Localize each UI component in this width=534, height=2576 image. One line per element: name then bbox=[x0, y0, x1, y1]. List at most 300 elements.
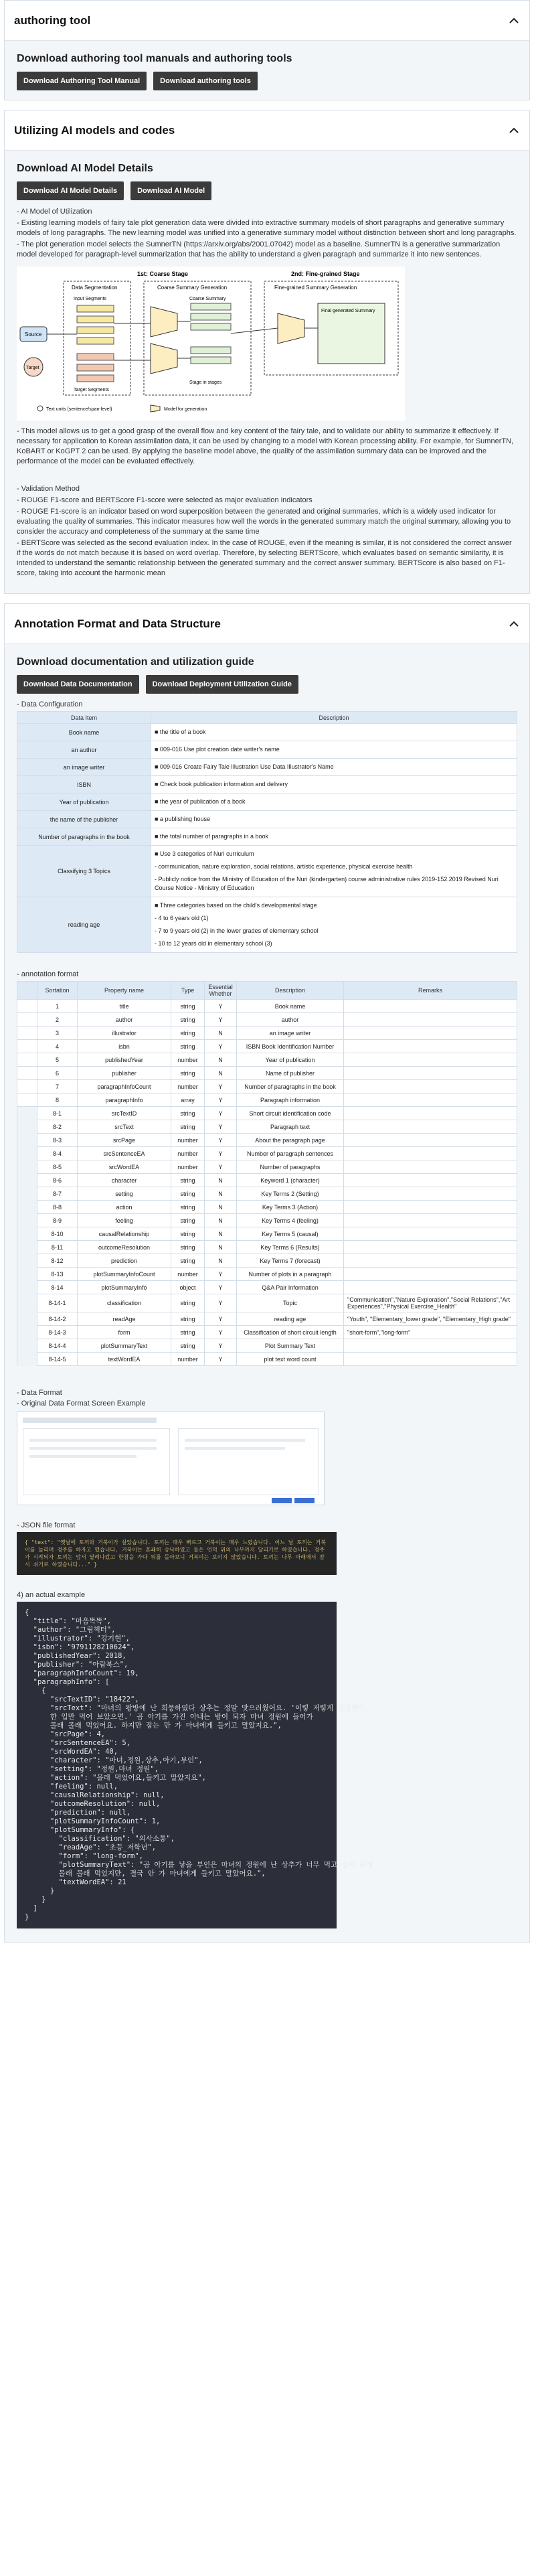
indent-cell bbox=[17, 1227, 37, 1241]
property-name-cell: paragraphInfo bbox=[78, 1093, 171, 1107]
paragraph: - The plot generation model selects the SumnerTN (https://arxiv.org/abs/2001.07042) model as a baseline. SumnerTN is a generative summarization model developed for paragraph-level summarization that has the ability to understand a given paragraph and summarize it into new sentences. bbox=[17, 240, 501, 258]
indent-cell bbox=[17, 1241, 37, 1254]
sortation-cell: 3 bbox=[37, 1027, 78, 1040]
table-row bbox=[17, 1093, 517, 1107]
sortation-cell: 5 bbox=[37, 1053, 78, 1067]
property-name-cell: srcWordEA bbox=[78, 1160, 171, 1174]
property-name-cell: publishedYear bbox=[78, 1053, 171, 1067]
column-header: Description bbox=[237, 982, 344, 1000]
property-name-cell: setting bbox=[78, 1187, 171, 1201]
sortation-cell: 2 bbox=[37, 1013, 78, 1027]
stage1-label: 1st: Coarse Stage bbox=[137, 271, 189, 277]
source-label: Source bbox=[25, 331, 42, 337]
indent-cell bbox=[17, 1353, 37, 1366]
column-header: Type bbox=[171, 982, 205, 1000]
sortation-cell: 8-2 bbox=[37, 1120, 78, 1134]
data-item-cell: reading age bbox=[17, 897, 151, 953]
sortation-cell: 8-12 bbox=[37, 1254, 78, 1268]
data-seg-label: Data Segmentation bbox=[72, 285, 118, 291]
type-cell: string bbox=[171, 1187, 205, 1201]
essential-cell: Y bbox=[205, 1160, 237, 1174]
data-format-label: - Data Format bbox=[17, 1389, 62, 1397]
table-row bbox=[17, 1254, 517, 1268]
table-row bbox=[17, 1000, 517, 1013]
sortation-cell: 8-5 bbox=[37, 1160, 78, 1174]
chevron-up-icon[interactable] bbox=[508, 15, 520, 27]
type-cell: number bbox=[171, 1268, 205, 1281]
remarks-cell bbox=[344, 1120, 517, 1134]
table-row bbox=[17, 759, 517, 776]
type-cell: number bbox=[171, 1080, 205, 1093]
paragraph: - Existing learning models of fairy tale plot generation data were divided into extractive summary models of short paragraphs and generative summary models of long paragraphs. The new learning model was unified into a generative summary model without distinction between short and long paragraphs. bbox=[17, 219, 517, 237]
description-line: ■ 009-016 Use plot creation date writer's name bbox=[155, 746, 280, 753]
sortation-cell: 8-11 bbox=[37, 1241, 78, 1254]
property-name-cell: plotSummaryInfoCount bbox=[78, 1268, 171, 1281]
description-cell bbox=[151, 776, 517, 793]
data-item-cell: Year of publication bbox=[17, 793, 151, 811]
actual-example-label: 4) an actual example bbox=[17, 1591, 86, 1599]
property-name-cell: prediction bbox=[78, 1254, 171, 1268]
table-row bbox=[17, 1214, 517, 1227]
section-heading: Download documentation and utilization guide bbox=[17, 656, 254, 668]
table-row bbox=[17, 724, 517, 741]
indent-cell bbox=[17, 1294, 37, 1312]
description-line: ■ 009-016 Create Fairy Tale Illustration Use Data Illustrator's Name bbox=[155, 763, 334, 770]
table-row bbox=[17, 828, 517, 846]
remarks-cell bbox=[344, 1201, 517, 1214]
remarks-cell bbox=[344, 1147, 517, 1160]
annotation-panel bbox=[4, 603, 530, 1943]
description-cell bbox=[151, 724, 517, 741]
coarse-summary-label: Coarse Summary bbox=[189, 297, 226, 301]
table-row bbox=[17, 811, 517, 828]
table-row bbox=[17, 846, 517, 897]
sortation-cell: 1 bbox=[37, 1000, 78, 1013]
sortation-cell: 8-14 bbox=[37, 1281, 78, 1294]
data-item-cell: an image writer bbox=[17, 759, 151, 776]
description-cell: Year of publication bbox=[237, 1053, 344, 1067]
table-row bbox=[17, 1134, 517, 1147]
type-cell: string bbox=[171, 1120, 205, 1134]
table-row bbox=[17, 1080, 517, 1093]
essential-cell: Y bbox=[205, 1107, 237, 1120]
description-line: - 7 to 9 years old (2) in the lower grades of elementary school bbox=[155, 927, 319, 934]
essential-cell: Y bbox=[205, 1312, 237, 1326]
description-cell: Paragraph text bbox=[237, 1120, 344, 1134]
essential-cell: Y bbox=[205, 1353, 237, 1366]
property-name-cell: character bbox=[78, 1174, 171, 1187]
type-cell: string bbox=[171, 1312, 205, 1326]
description-cell: an image writer bbox=[237, 1027, 344, 1040]
description-line: ■ a publishing house bbox=[155, 816, 210, 822]
paragraph: - Validation Method bbox=[17, 485, 80, 493]
essential-cell: Y bbox=[205, 1013, 237, 1027]
paragraph: - This model allows us to get a good grasp of the overall flow and key content of the fairy tale, and to validate our ability to summarize it effectively. If necessary for application to Korean assimilation data, it can be used by changing to a model with Korean processing ability. For example, for SumnerTN, KoBART or KoGPT 2 can be used. By applying the baseline model above, the quality of the assimilation summary data can be improved and the performance of the model can be evaluated effectively. bbox=[17, 427, 514, 465]
property-name-cell: causalRelationship bbox=[78, 1227, 171, 1241]
property-name-cell: publisher bbox=[78, 1067, 171, 1080]
remarks-cell bbox=[344, 1067, 517, 1080]
model-architecture-diagram bbox=[17, 267, 405, 421]
table-row bbox=[17, 1326, 517, 1339]
table-row bbox=[17, 1201, 517, 1214]
essential-cell: N bbox=[205, 1174, 237, 1187]
description-cell: Number of paragraphs in the book bbox=[237, 1080, 344, 1093]
stage2-label: 2nd: Fine-grained Stage bbox=[291, 271, 360, 277]
sortation-cell: 8 bbox=[37, 1093, 78, 1107]
type-cell: number bbox=[171, 1134, 205, 1147]
property-name-cell: srcText bbox=[78, 1120, 171, 1134]
sortation-cell: 4 bbox=[37, 1040, 78, 1053]
sortation-cell: 7 bbox=[37, 1080, 78, 1093]
ai-models-header[interactable] bbox=[5, 110, 529, 151]
remarks-cell bbox=[344, 1107, 517, 1120]
indent-cell bbox=[17, 1040, 37, 1053]
json-format-example: { "text": "옛날에 토끼와 거북이가 살았습니다. 토끼는 매우 빠르고 거북이는 매우 느렸습니다. 어느 날 토끼는 거북이를 놀리며 경주를 하자고 했습니다. 거북이는 흔쾌히 승낙하였고 둘은 언덕 위의 나무까지 달리기로 하였습니다. 경주가 시작되자 토끼는 앞서 달려나갔고 한참을 가다 뒤를 돌아보니 거북이는 보이지 않았습니다. 토끼는 나무 아래에서 잠시 쉬기로 하였습니다..." } bbox=[17, 1532, 337, 1575]
description-cell bbox=[151, 793, 517, 811]
description-cell: author bbox=[237, 1013, 344, 1027]
remarks-cell bbox=[344, 1268, 517, 1281]
remarks-cell: "Youth", "Elementary_lower grade", "Elementary_High grade" bbox=[344, 1312, 517, 1326]
remarks-cell bbox=[344, 1000, 517, 1013]
description-cell: Keyword 1 (character) bbox=[237, 1174, 344, 1187]
table-row bbox=[17, 776, 517, 793]
table-row bbox=[17, 1339, 517, 1353]
property-name-cell: illustrator bbox=[78, 1027, 171, 1040]
sortation-cell: 8-14-1 bbox=[37, 1294, 78, 1312]
property-name-cell: isbn bbox=[78, 1040, 171, 1053]
property-name-cell: form bbox=[78, 1326, 171, 1339]
type-cell: string bbox=[171, 1294, 205, 1312]
type-cell: string bbox=[171, 1227, 205, 1241]
indent-cell bbox=[17, 1160, 37, 1174]
indent-cell bbox=[17, 1000, 37, 1013]
paragraph: - ROUGE F1-score is an indicator based on word superposition between the generated and original summaries, which is a widely used indicator for evaluating the quality of summaries. This indicator measures how well the words in the generated summary match the original summary, allowing you to consider the accuracy and completeness of the summary at the same time bbox=[17, 508, 511, 536]
remarks-cell bbox=[344, 1187, 517, 1201]
property-name-cell: srcTextID bbox=[78, 1107, 171, 1120]
description-cell bbox=[151, 741, 517, 759]
download-tools-button[interactable]: Download authoring tools bbox=[153, 72, 258, 90]
sortation-cell: 8-7 bbox=[37, 1187, 78, 1201]
indent-cell bbox=[17, 1201, 37, 1214]
legend-model: Model for generation bbox=[164, 407, 207, 412]
type-cell: string bbox=[171, 1201, 205, 1214]
paragraph: - AI Model of Utilization bbox=[17, 208, 92, 216]
column-header: Property name bbox=[78, 982, 171, 1000]
essential-cell: N bbox=[205, 1067, 237, 1080]
property-name-cell: outcomeResolution bbox=[78, 1241, 171, 1254]
coarse-gen-label: Coarse Summary Generation bbox=[157, 285, 228, 291]
table-row bbox=[17, 1268, 517, 1281]
description-cell: Key Terms 5 (causal) bbox=[237, 1227, 344, 1241]
indent-cell bbox=[17, 1107, 37, 1120]
essential-cell: Y bbox=[205, 1040, 237, 1053]
type-cell: string bbox=[171, 1174, 205, 1187]
type-cell: string bbox=[171, 1013, 205, 1027]
indent-cell bbox=[17, 1134, 37, 1147]
description-line: ■ the year of publication of a book bbox=[155, 798, 246, 805]
essential-cell: Y bbox=[205, 1120, 237, 1134]
essential-cell: N bbox=[205, 1027, 237, 1040]
essential-cell: Y bbox=[205, 1080, 237, 1093]
type-cell: object bbox=[171, 1281, 205, 1294]
description-line: ■ the total number of paragraphs in a book bbox=[155, 833, 269, 840]
section-title: Annotation Format and Data Structure bbox=[14, 617, 221, 630]
property-name-cell: classification bbox=[78, 1294, 171, 1312]
description-cell: Key Terms 6 (Results) bbox=[237, 1241, 344, 1254]
type-cell: string bbox=[171, 1326, 205, 1339]
type-cell: string bbox=[171, 1000, 205, 1013]
type-cell: string bbox=[171, 1107, 205, 1120]
actual-example-code: { "title": "마음똑똑", "author": "그림책터", "illustrator": "강기현", "isbn": "9791128210624", "publishedYear": 2018, "publisher": "아람북스", "paragraphInfoCount": 19, "paragraphInfo": [ { "srcTextID": "18422", "srcText": "마녀의 왕방에 난 희뭉하였다 상추는 정말 맛으러웠어요. '이렇 저렇게 싱싱할까, 한 입만 먹어 보았으면.' 곰 아기를 가진 아내는 밤이 되자 마녀 정원에 들어가 몰래 몰래 먹었어요. 하지만 잠는 만 가 마녀에게 들키고 말았지요.", "srcPage": 4, "srcSentenceEA": 5, "srcWordEA": 40, "character": "마녀,정원,상추,아기,부인", "setting": "정원,마녀 정원", "action": "몰래 먹었어요,들키고 말았지요", "feeling": null, "causalRelationship": null, "outcomeResolution": null, "prediction": null, "plotSummaryInfoCount": 1, "plotSummaryInfo": { "classification": "의사소통", "readAge": "초등_저학년", "form": "long-form", "plotSummaryText": "곰 아기를 낳을 부인은 마녀의 정원에 난 상추가 너무 먹고 싶어 몰래 몰래 몰래 먹었지만, 결국 안 가 마녀에게 들키고 말았어요.", "textWordEA": 21 } } ] } bbox=[17, 1602, 337, 1928]
authoring-tool-panel bbox=[4, 0, 530, 100]
description-line: ■ Use 3 categories of Nuri curriculum bbox=[155, 850, 254, 857]
type-cell: string bbox=[171, 1254, 205, 1268]
remarks-cell bbox=[344, 1214, 517, 1227]
essential-cell: N bbox=[205, 1201, 237, 1214]
remarks-cell bbox=[344, 1093, 517, 1107]
essential-cell: Y bbox=[205, 1294, 237, 1312]
remarks-cell bbox=[344, 1160, 517, 1174]
authoring-tool-header[interactable] bbox=[5, 1, 529, 41]
description-cell: Key Terms 2 (Setting) bbox=[237, 1187, 344, 1201]
type-cell: string bbox=[171, 1214, 205, 1227]
annotation-header[interactable] bbox=[5, 604, 529, 644]
data-config-table bbox=[17, 711, 517, 953]
section-heading: Download authoring tool manuals and authoring tools bbox=[17, 53, 292, 64]
table-row bbox=[17, 1053, 517, 1067]
table-row bbox=[17, 1160, 517, 1174]
property-name-cell: title bbox=[78, 1000, 171, 1013]
download-guide-button[interactable]: Download Deployment Utilization Guide bbox=[146, 675, 298, 694]
remarks-cell: "Communication","Nature Exploration","Social Relations","Art Experiences","Physical Exercise_Health" bbox=[344, 1294, 517, 1312]
remarks-cell: "short-form","long-form" bbox=[344, 1326, 517, 1339]
stage-n-label: Stage in stages bbox=[189, 380, 222, 385]
description-cell bbox=[151, 846, 517, 897]
indent-cell bbox=[17, 1013, 37, 1027]
description-cell: Book name bbox=[237, 1000, 344, 1013]
sortation-cell: 8-14-5 bbox=[37, 1353, 78, 1366]
target-seg-label: Target Segments bbox=[74, 388, 109, 392]
remarks-cell bbox=[344, 1241, 517, 1254]
type-cell: number bbox=[171, 1160, 205, 1174]
type-cell: string bbox=[171, 1040, 205, 1053]
description-line: ■ Three categories based on the child's developmental stage bbox=[155, 902, 317, 909]
sortation-cell: 8-3 bbox=[37, 1134, 78, 1147]
sortation-cell: 8-14-4 bbox=[37, 1339, 78, 1353]
table-row bbox=[17, 793, 517, 811]
description-line: - communication, nature exploration, social relations, artistic experience, physical exercise health bbox=[155, 863, 413, 870]
table-row bbox=[17, 1147, 517, 1160]
indent-cell bbox=[17, 1120, 37, 1134]
column-header: Remarks bbox=[344, 982, 517, 1000]
property-name-cell: srcSentenceEA bbox=[78, 1147, 171, 1160]
final-summary-label: Final generated Summary bbox=[321, 309, 375, 313]
download-documentation-button[interactable]: Download Data Documentation bbox=[17, 675, 139, 694]
indent-cell bbox=[17, 1281, 37, 1294]
description-cell bbox=[151, 897, 517, 953]
description-cell: Plot Summary Text bbox=[237, 1339, 344, 1353]
essential-cell: Y bbox=[205, 1134, 237, 1147]
indent-cell bbox=[17, 1326, 37, 1339]
sortation-cell: 8-6 bbox=[37, 1174, 78, 1187]
table-row bbox=[17, 1227, 517, 1241]
table-row bbox=[17, 1187, 517, 1201]
legend-text-units: Text units (sentence/span-level) bbox=[46, 407, 112, 412]
data-item-cell: Classifying 3 Topics bbox=[17, 846, 151, 897]
original-format-label: - Original Data Format Screen Example bbox=[17, 1399, 146, 1408]
description-line: ■ Check book publication information and delivery bbox=[155, 781, 288, 787]
essential-cell: N bbox=[205, 1214, 237, 1227]
essential-cell: N bbox=[205, 1227, 237, 1241]
essential-cell: Y bbox=[205, 1339, 237, 1353]
description-cell: Name of publisher bbox=[237, 1067, 344, 1080]
sortation-cell: 8-8 bbox=[37, 1201, 78, 1214]
type-cell: number bbox=[171, 1053, 205, 1067]
json-format-label: - JSON file format bbox=[17, 1521, 76, 1529]
table-row bbox=[17, 1294, 517, 1312]
download-model-details-button[interactable]: Download AI Model Details bbox=[17, 181, 124, 200]
property-name-cell: plotSummaryInfo bbox=[78, 1281, 171, 1294]
description-cell: Q&A Pair Information bbox=[237, 1281, 344, 1294]
table-row bbox=[17, 1107, 517, 1120]
description-cell: Classification of short circuit length bbox=[237, 1326, 344, 1339]
table-row bbox=[17, 1067, 517, 1080]
paragraph: - BERTScore was selected as the second evaluation index. In the case of ROUGE, even if the meaning is similar, it is not considered the correct answer if the words do not match because it is based on word overlap. Therefore, by selecting BERTScore, which evaluates based on semantic similarity, it is intended to understand the semantic relationship between the generated summary and the correct answer summary. BERTScore is also based on F1-score, taking into account the harmonic mean bbox=[17, 539, 512, 577]
indent-cell bbox=[17, 1147, 37, 1160]
input-seg-label: Input Segments bbox=[74, 297, 107, 301]
annotation-format-table bbox=[17, 981, 517, 1366]
type-cell: number bbox=[171, 1147, 205, 1160]
sortation-cell: 8-14-3 bbox=[37, 1326, 78, 1339]
description-cell: Number of paragraph sentences bbox=[237, 1147, 344, 1160]
remarks-cell bbox=[344, 1227, 517, 1241]
table-row bbox=[17, 1353, 517, 1366]
remarks-cell bbox=[344, 1174, 517, 1187]
remarks-cell bbox=[344, 1027, 517, 1040]
indent-cell bbox=[17, 1268, 37, 1281]
target-label: Target bbox=[26, 366, 39, 370]
essential-cell: Y bbox=[205, 1268, 237, 1281]
remarks-cell bbox=[344, 1080, 517, 1093]
indent-cell bbox=[17, 1312, 37, 1326]
essential-cell: N bbox=[205, 1254, 237, 1268]
remarks-cell bbox=[344, 1053, 517, 1067]
data-item-cell: Number of paragraphs in the book bbox=[17, 828, 151, 846]
type-cell: string bbox=[171, 1067, 205, 1080]
property-name-cell: author bbox=[78, 1013, 171, 1027]
config-label: - Data Configuration bbox=[17, 700, 83, 708]
type-cell: number bbox=[171, 1353, 205, 1366]
format-label: - annotation format bbox=[17, 970, 79, 978]
property-name-cell: plotSummaryText bbox=[78, 1339, 171, 1353]
chevron-up-icon[interactable] bbox=[508, 618, 520, 630]
sortation-cell: 8-4 bbox=[37, 1147, 78, 1160]
indent-cell bbox=[17, 1067, 37, 1080]
essential-cell: Y bbox=[205, 1281, 237, 1294]
description-cell: Key Terms 3 (Action) bbox=[237, 1201, 344, 1214]
property-name-cell: paragraphInfoCount bbox=[78, 1080, 171, 1093]
table-row bbox=[17, 1241, 517, 1254]
essential-cell: Y bbox=[205, 1326, 237, 1339]
indent-cell bbox=[17, 1187, 37, 1201]
description-cell: Number of paragraphs bbox=[237, 1160, 344, 1174]
indent-cell bbox=[17, 1254, 37, 1268]
description-line: ■ the title of a book bbox=[155, 729, 206, 735]
description-line: - Publicly notice from the Ministry of Education of the Nuri (kindergarten) course administrative rules 2019-152.2019 Revised Nuri Course Notice - Ministry of Education bbox=[155, 876, 499, 891]
remarks-cell bbox=[344, 1040, 517, 1053]
column-header: Sortation bbox=[37, 982, 78, 1000]
essential-cell: Y bbox=[205, 1093, 237, 1107]
property-name-cell: textWordEA bbox=[78, 1353, 171, 1366]
sortation-cell: 6 bbox=[37, 1067, 78, 1080]
description-cell: plot text word count bbox=[237, 1353, 344, 1366]
remarks-cell bbox=[344, 1013, 517, 1027]
table-row bbox=[17, 1120, 517, 1134]
description-cell: Paragraph information bbox=[237, 1093, 344, 1107]
column-header: Data Item bbox=[17, 712, 151, 724]
description-cell bbox=[151, 759, 517, 776]
data-item-cell: Book name bbox=[17, 724, 151, 741]
essential-cell: Y bbox=[205, 1147, 237, 1160]
original-format-screenshot bbox=[17, 1412, 325, 1505]
property-name-cell: srcPage bbox=[78, 1134, 171, 1147]
description-cell bbox=[151, 828, 517, 846]
essential-cell: N bbox=[205, 1053, 237, 1067]
ai-models-panel bbox=[4, 110, 530, 594]
column-header: Essential Whether bbox=[205, 982, 237, 1000]
description-cell: ISBN Book Identification Number bbox=[237, 1040, 344, 1053]
section-title: authoring tool bbox=[14, 13, 91, 27]
table-row bbox=[17, 897, 517, 953]
description-cell: Short circuit identification code bbox=[237, 1107, 344, 1120]
sortation-cell: 8-14-2 bbox=[37, 1312, 78, 1326]
data-item-cell: the name of the publisher bbox=[17, 811, 151, 828]
description-line: - 10 to 12 years old in elementary school (3) bbox=[155, 940, 272, 947]
table-row bbox=[17, 1281, 517, 1294]
sortation-cell: 8-13 bbox=[37, 1268, 78, 1281]
sortation-cell: 8-10 bbox=[37, 1227, 78, 1241]
chevron-up-icon[interactable] bbox=[508, 125, 520, 137]
download-model-button[interactable]: Download AI Model bbox=[130, 181, 211, 200]
essential-cell: N bbox=[205, 1241, 237, 1254]
sortation-cell: 8-1 bbox=[37, 1107, 78, 1120]
description-cell: About the paragraph page bbox=[237, 1134, 344, 1147]
description-cell: Key Terms 4 (feeling) bbox=[237, 1214, 344, 1227]
description-line: - 4 to 6 years old (1) bbox=[155, 915, 209, 921]
column-header: Description bbox=[151, 712, 517, 724]
indent-cell bbox=[17, 1214, 37, 1227]
data-item-cell: an author bbox=[17, 741, 151, 759]
indent-cell bbox=[17, 1339, 37, 1353]
data-item-cell: ISBN bbox=[17, 776, 151, 793]
description-cell: reading age bbox=[237, 1312, 344, 1326]
description-cell: Topic bbox=[237, 1294, 344, 1312]
table-row bbox=[17, 1040, 517, 1053]
download-manual-button[interactable]: Download Authoring Tool Manual bbox=[17, 72, 147, 90]
fine-gen-label: Fine-grained Summary Generation bbox=[274, 285, 357, 291]
paragraph: - ROUGE F1-score and BERTScore F1-score were selected as major evaluation indicators bbox=[17, 496, 313, 504]
remarks-cell bbox=[344, 1281, 517, 1294]
essential-cell: Y bbox=[205, 1000, 237, 1013]
remarks-cell bbox=[344, 1353, 517, 1366]
remarks-cell bbox=[344, 1339, 517, 1353]
sortation-cell: 8-9 bbox=[37, 1214, 78, 1227]
property-name-cell: feeling bbox=[78, 1214, 171, 1227]
type-cell: string bbox=[171, 1241, 205, 1254]
indent-cell bbox=[17, 1174, 37, 1187]
essential-cell: N bbox=[205, 1187, 237, 1201]
indent-cell bbox=[17, 1027, 37, 1040]
